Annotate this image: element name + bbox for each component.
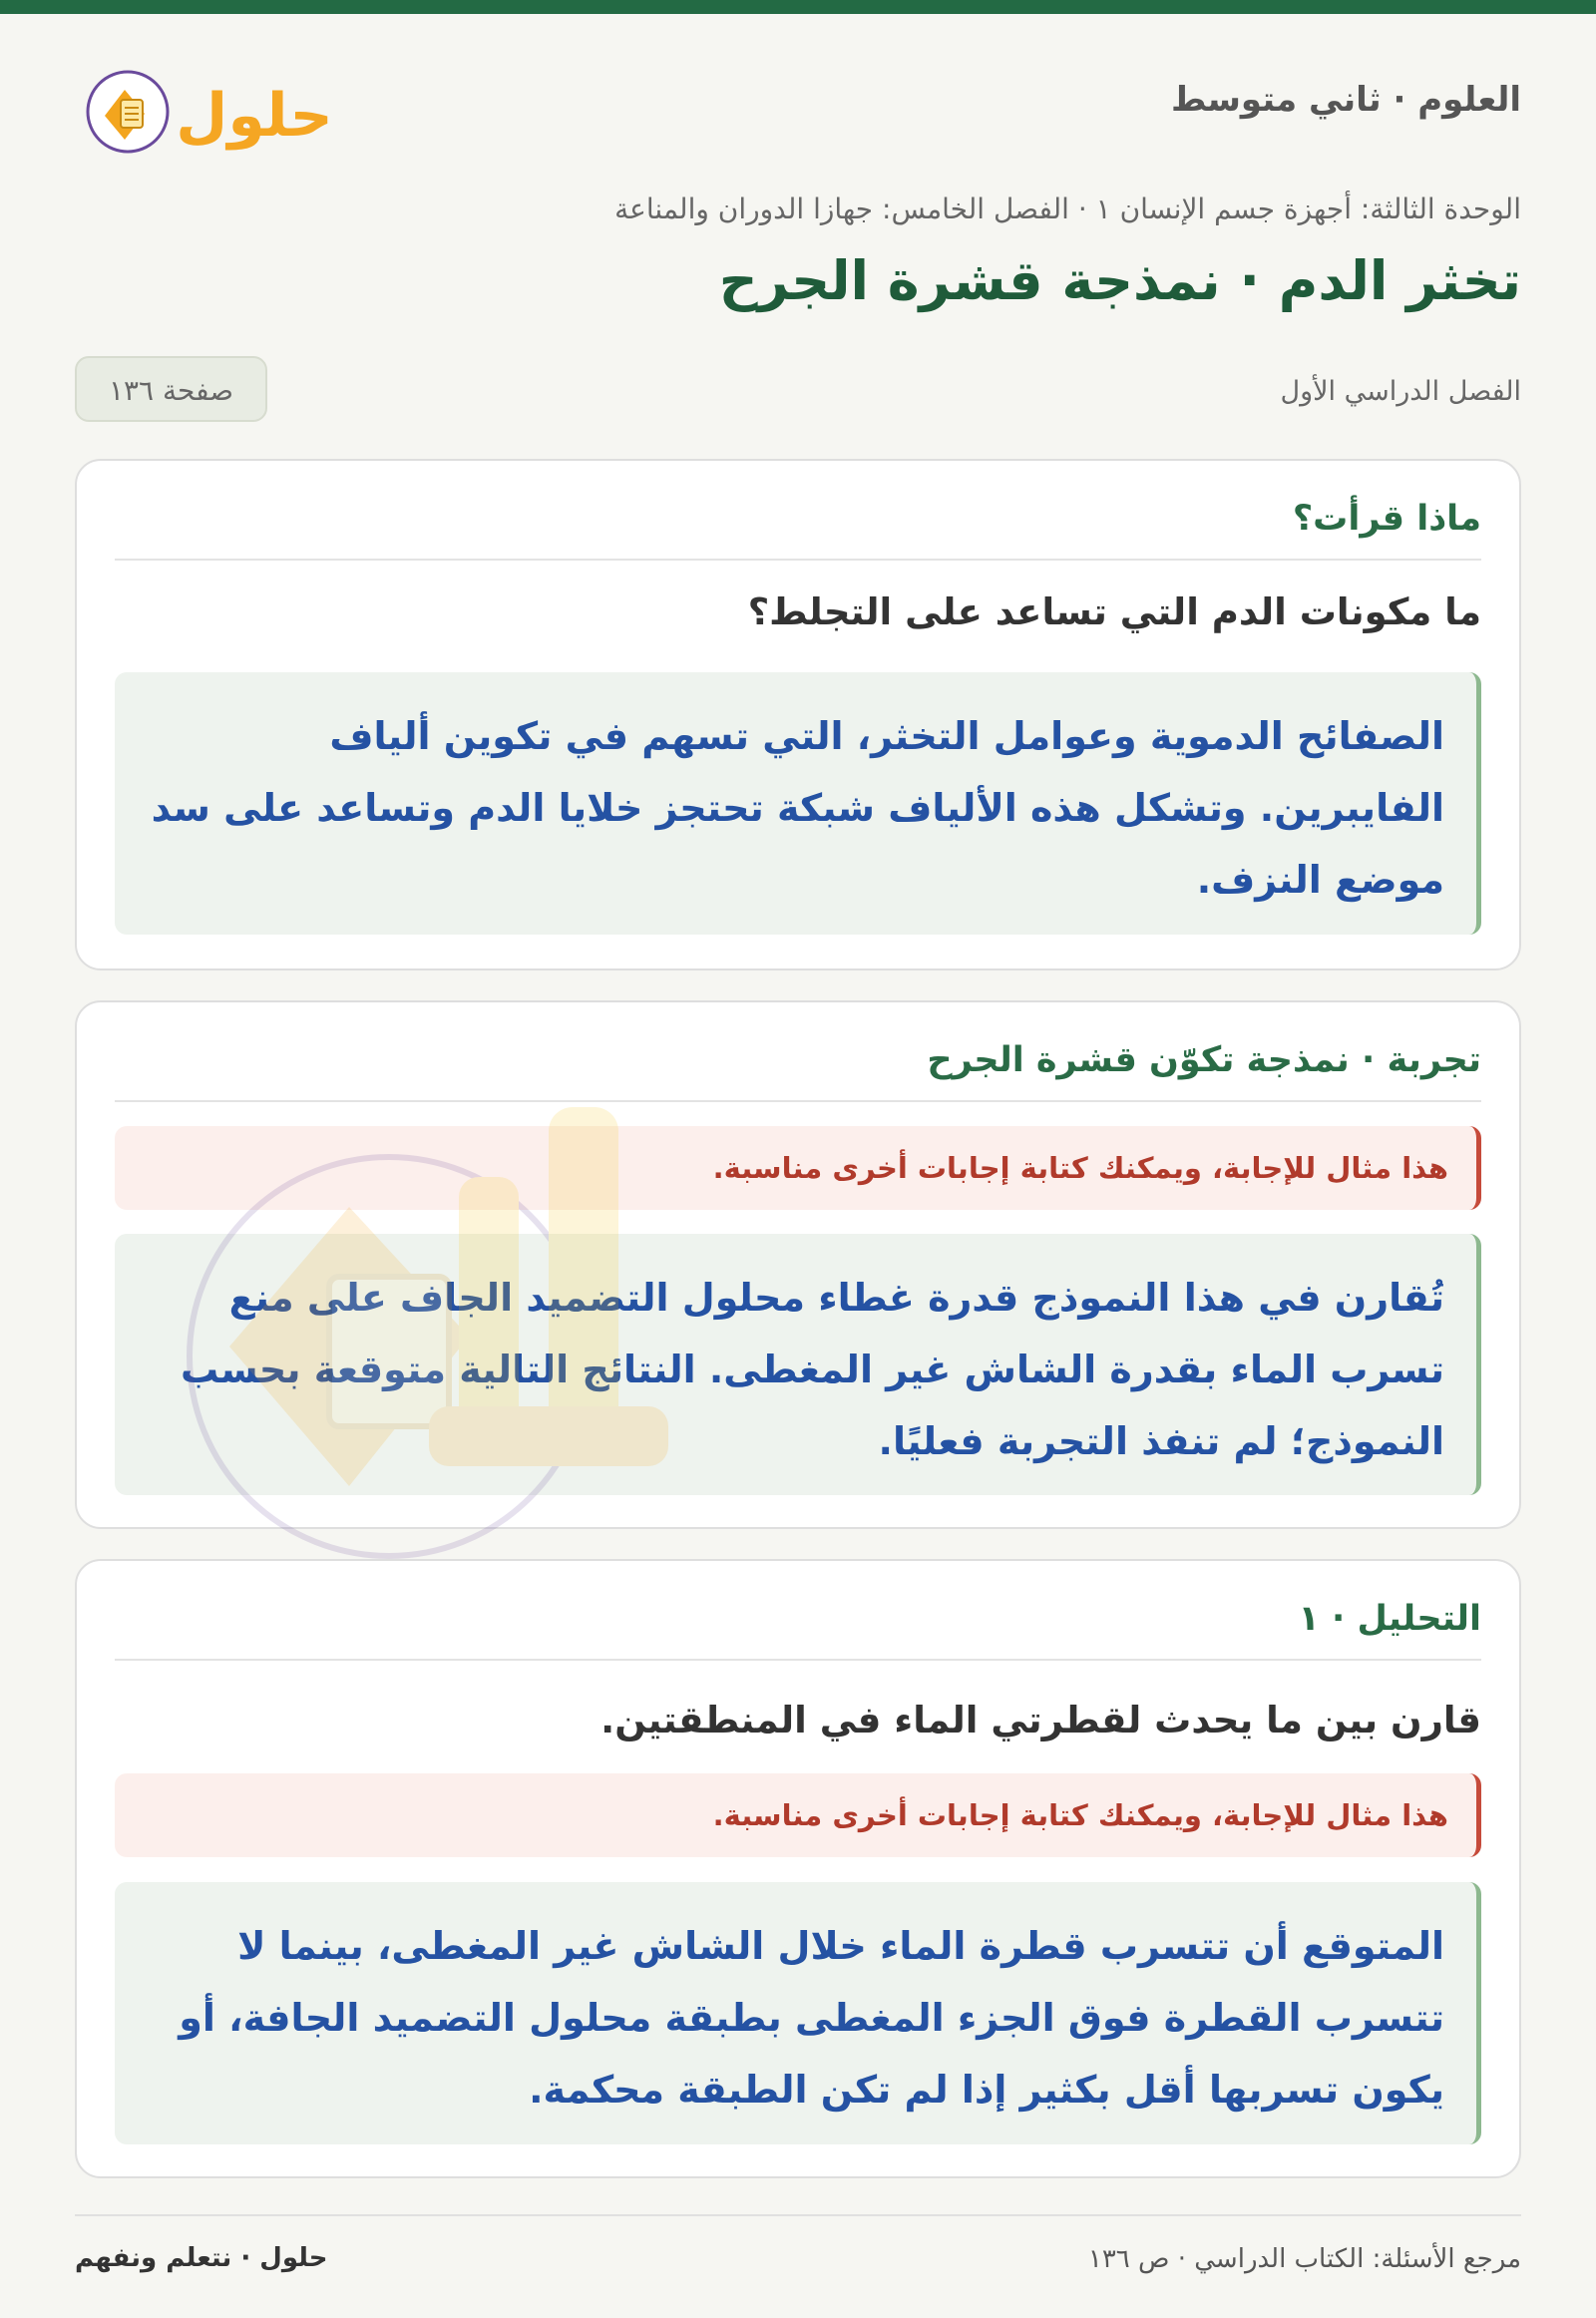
card-analysis-1 xyxy=(75,1559,1521,2178)
card-title: تجربة · نمذجة تكوّن قشرة الجرح xyxy=(927,1040,1481,1080)
card-experiment xyxy=(75,1000,1521,1529)
semester-label: الفصل الدراسي الأول xyxy=(1280,376,1521,407)
answer-box: المتوقع أن تتسرب قطرة الماء خلال الشاش غير المغطى، بينما لا تتسرب القطرة فوق الجزء المغطى بطبقة محلول التضميد الجافة، أو يكون تسربها أقل بكثير إذا لم تكن الطبقة محكمة. xyxy=(115,1882,1481,2144)
card-divider xyxy=(115,559,1481,561)
footer-reference: مرجع الأسئلة: الكتاب الدراسي · ص ١٣٦ xyxy=(1087,2244,1521,2274)
page-number-badge: صفحة ١٣٦ xyxy=(75,356,267,422)
sample-answer-note: هذا مثال للإجابة، ويمكنك كتابة إجابات أخرى مناسبة. xyxy=(115,1126,1481,1210)
question-text: ما مكونات الدم التي تساعد على التجلط؟ xyxy=(747,590,1481,633)
logo-wordmark: حلول xyxy=(176,81,333,151)
card-title: ماذا قرأت؟ xyxy=(1292,499,1481,539)
page-header xyxy=(75,58,1521,163)
logo-icon xyxy=(75,58,334,163)
answer-box: تُقارن في هذا النموذج قدرة غطاء محلول التضميد الجاف على منع تسرب الماء بقدرة الشاش غير المغطى. النتائج التالية متوقعة بحسب النموذج؛ لم تنفذ التجربة فعليًا. xyxy=(115,1234,1481,1495)
card-divider xyxy=(115,1100,1481,1102)
breadcrumb: الوحدة الثالثة: أجهزة جسم الإنسان ١ · الفصل الخامس: جهازا الدوران والمناعة xyxy=(614,193,1521,225)
card-title: التحليل · ١ xyxy=(1298,1599,1481,1639)
top-accent-bar xyxy=(0,0,1596,14)
card-divider xyxy=(115,1659,1481,1661)
answer-box: الصفائح الدموية وعوامل التخثر، التي تسهم في تكوين ألياف الفايبرين. وتشكل هذه الألياف شبكة تحتجز خلايا الدم وتساعد على سد موضع النزف. xyxy=(115,672,1481,935)
footer-divider xyxy=(75,2214,1521,2216)
footer-brand: حلول · نتعلم ونفهم xyxy=(75,2243,328,2273)
subject-label: العلوم · ثاني متوسط xyxy=(1171,80,1521,120)
question-text: قارن بين ما يحدث لقطرتي الماء في المنطقتين. xyxy=(600,1699,1481,1741)
card-what-did-you-read xyxy=(75,459,1521,970)
page-title: تخثر الدم · نمذجة قشرة الجرح xyxy=(718,249,1521,312)
hulool-logo[interactable] xyxy=(75,58,334,163)
sample-answer-note: هذا مثال للإجابة، ويمكنك كتابة إجابات أخرى مناسبة. xyxy=(115,1773,1481,1857)
